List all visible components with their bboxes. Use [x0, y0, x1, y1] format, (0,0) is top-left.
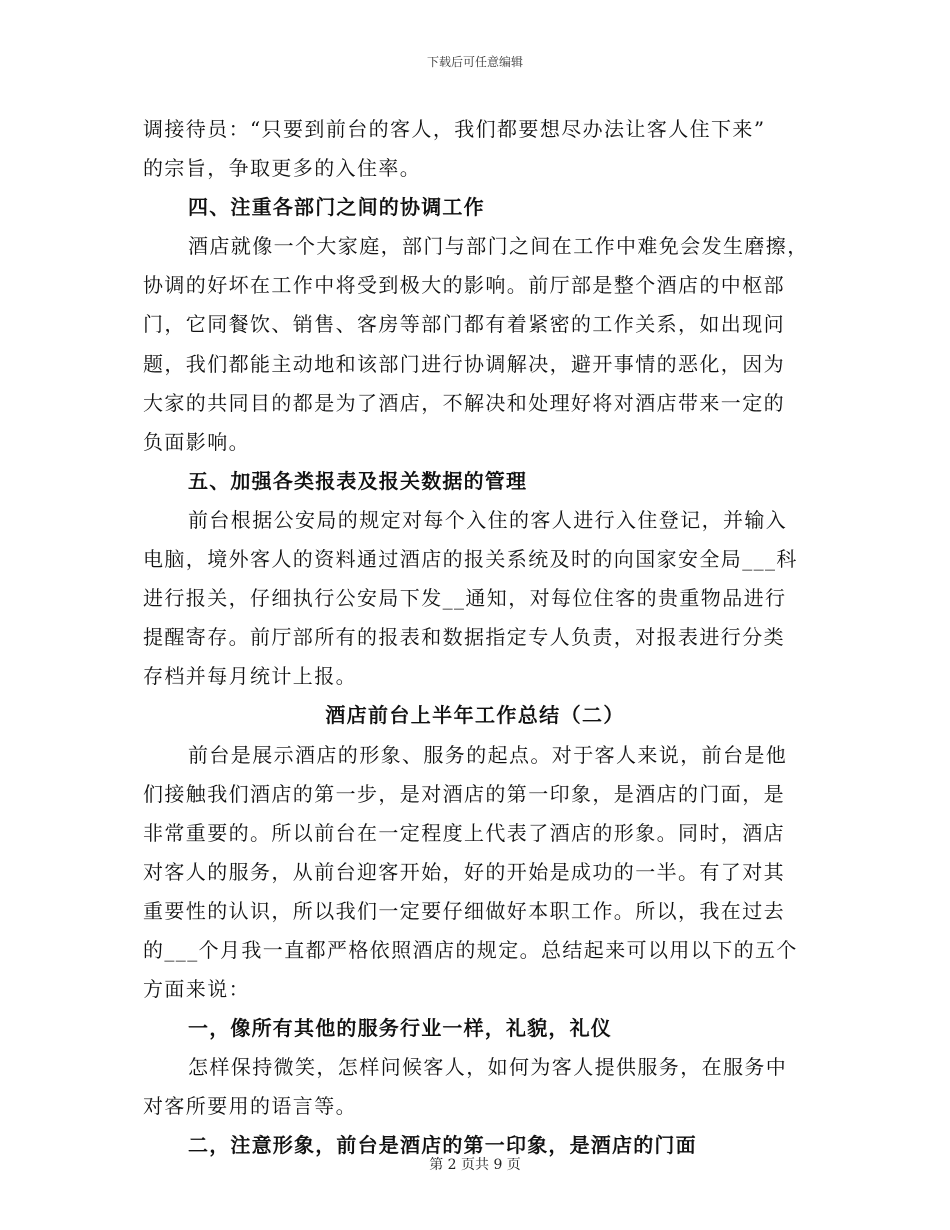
body-line: 怎样保持微笑，怎样问候客人，如何为客人提供服务，在服务中: [188, 1055, 788, 1080]
body-line: 酒店就像一个大家庭，部门与部门之间在工作中难免会发生磨擦，: [188, 234, 809, 259]
body-line: 大家的共同目的都是为了酒店，不解决和处理好将对酒店带来一定的: [143, 390, 785, 415]
body-line: 的___个月我一直都严格依照酒店的规定。总结起来可以用以下的五个: [143, 937, 798, 962]
section-heading: 一，像所有其他的服务行业一样，礼貌，礼仪: [188, 1016, 612, 1041]
body-line: 题，我们都能主动地和该部门进行协调解决，避开事情的恶化，因为: [143, 351, 785, 376]
document-title: 酒店前台上半年工作总结（二）: [325, 703, 625, 728]
body-line: 存档并每月统计上报。: [143, 664, 357, 689]
section-heading: 二，注意形象，前台是酒店的第一印象，是酒店的门面: [188, 1133, 697, 1158]
body-line: 对客人的服务，从前台迎客开始，好的开始是成功的一半。有了对其: [143, 859, 785, 884]
body-line: 方面来说：: [143, 977, 250, 1002]
document-body: [143, 110, 807, 1166]
section-heading: 五、加强各类报表及报关数据的管理: [188, 468, 528, 493]
body-line: 进行报关，仔细执行公安局下发__通知，对每位住客的贵重物品进行: [143, 586, 787, 611]
body-line: 负面影响。: [143, 429, 250, 454]
body-line: 提醒寄存。前厅部所有的报表和数据指定专人负责，对报表进行分类: [143, 625, 785, 650]
page-footer: 第 2 页共 9 页: [429, 1157, 521, 1173]
body-line: 们接触我们酒店的第一步，是对酒店的第一印象，是酒店的门面，是: [143, 781, 785, 806]
body-line: 门，它同餐饮、销售、客房等部门都有着紧密的工作关系，如出现问: [143, 312, 785, 337]
body-line: 前台是展示酒店的形象、服务的起点。对于客人来说，前台是他: [188, 742, 788, 767]
body-line: 重要性的认识，所以我们一定要仔细做好本职工作。所以，我在过去: [143, 898, 785, 923]
body-line: 电脑，境外客人的资料通过酒店的报关系统及时的向国家安全局___科: [143, 547, 798, 572]
page-header: 下载后可任意编辑: [426, 55, 523, 69]
body-line: 调接待员：“只要到前台的客人，我们都要想尽办法让客人住下来”: [143, 117, 766, 141]
body-line: 对客所要用的语言等。: [143, 1094, 357, 1119]
body-line: 的宗旨，争取更多的入住率。: [143, 156, 422, 181]
body-line: 协调的好坏在工作中将受到极大的影响。前厅部是整个酒店的中枢部: [143, 273, 785, 298]
body-line: 前台根据公安局的规定对每个入住的客人进行入住登记，并输入: [188, 507, 788, 532]
body-line: 非常重要的。所以前台在一定程度上代表了酒店的形象。同时，酒店: [143, 820, 785, 845]
section-heading: 四、注重各部门之间的协调工作: [188, 195, 485, 220]
